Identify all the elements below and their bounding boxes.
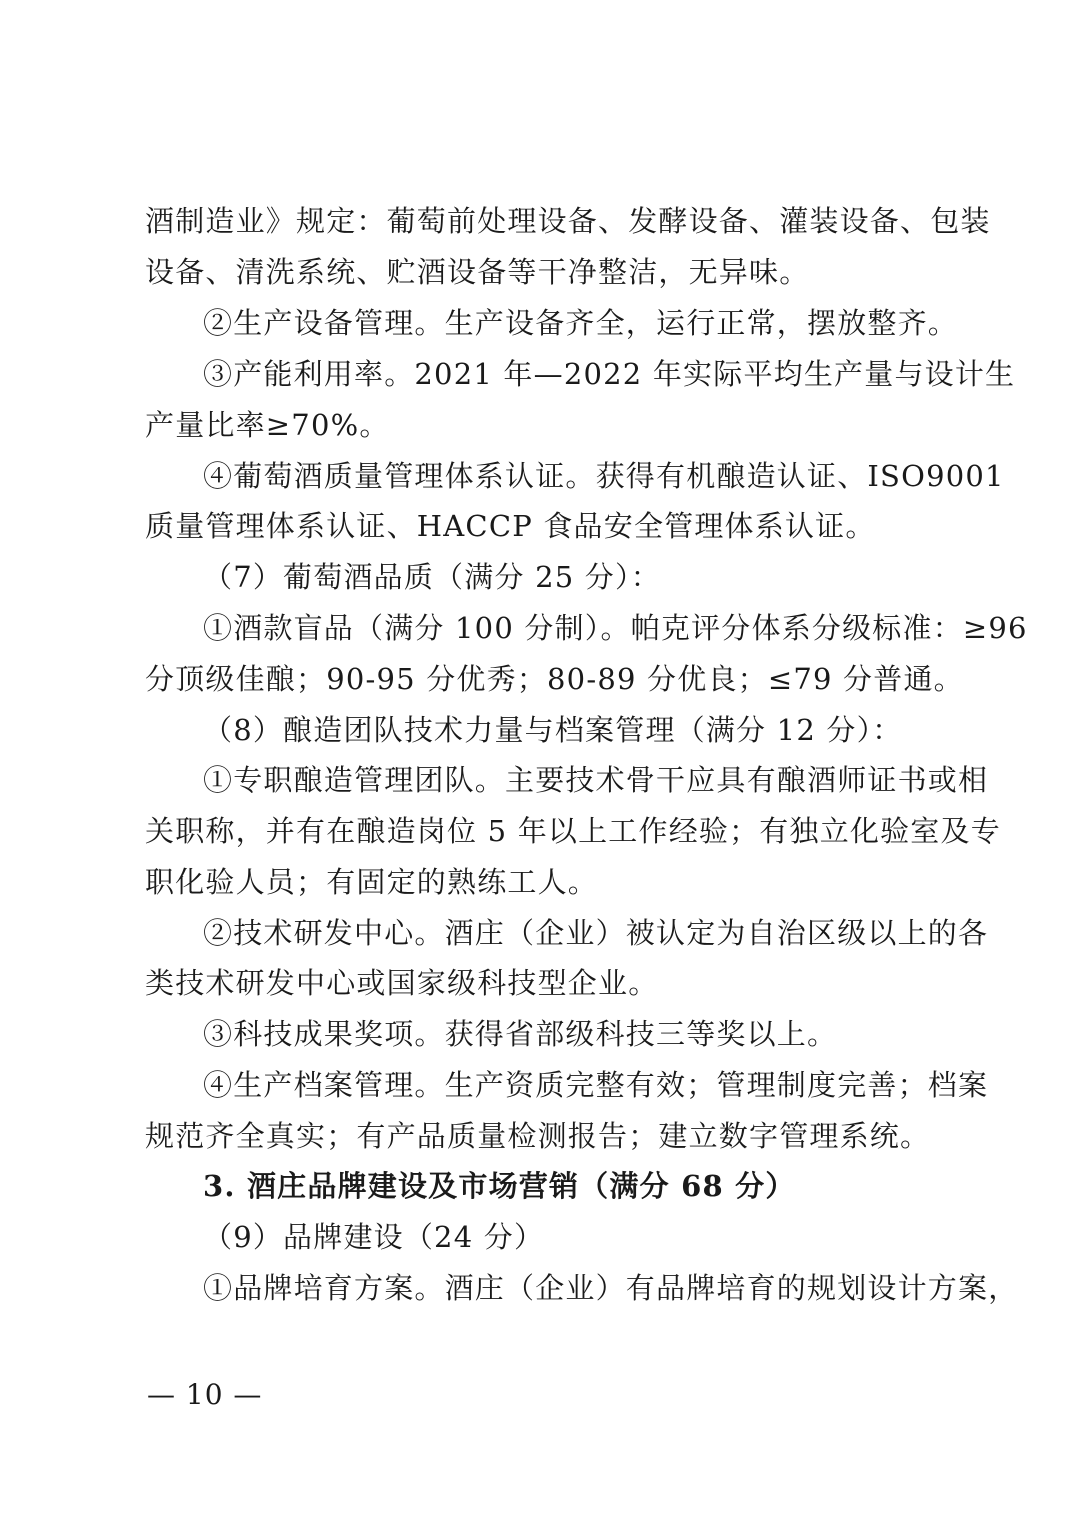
text-line: ④生产档案管理。生产资质完整有效；管理制度完善；档案 — [203, 1068, 989, 1102]
text-line: 职化验人员；有固定的熟练工人。 — [145, 865, 599, 899]
text-line: ②生产设备管理。生产设备齐全，运行正常，摆放整齐。 — [203, 306, 959, 340]
text-line: 规范齐全真实；有产品质量检测报告；建立数字管理系统。 — [145, 1119, 931, 1153]
text-line: 酒制造业》规定：葡萄前处理设备、发酵设备、灌装设备、包装 — [145, 204, 991, 238]
section-heading: （9）品牌建设（24 分） — [203, 1220, 545, 1254]
text-line: ③科技成果奖项。获得省部级科技三等奖以上。 — [203, 1017, 838, 1051]
text-line: ④葡萄酒质量管理体系认证。获得有机酿造认证、ISO9001 — [203, 459, 1005, 493]
text-line: 关职称，并有在酿造岗位 5 年以上工作经验；有独立化验室及专 — [145, 814, 1001, 848]
text-line: 产量比率≥70%。 — [145, 408, 390, 442]
section-heading: （7）葡萄酒品质（满分 25 分）： — [203, 560, 661, 594]
text-line: ①品牌培育方案。酒庄（企业）有品牌培育的规划设计方案， — [203, 1271, 1019, 1305]
text-line: 类技术研发中心或国家级科技型企业。 — [145, 966, 659, 1000]
text-line: ①专职酿造管理团队。主要技术骨干应具有酿酒师证书或相 — [203, 763, 989, 797]
page-number: — 10 — — [147, 1378, 263, 1411]
section-title: 3. 酒庄品牌建设及市场营销（满分 68 分） — [203, 1169, 796, 1203]
text-line: 分顶级佳酿；90-95 分优秀；80-89 分优良；≤79 分普通。 — [145, 662, 964, 696]
text-line: 设备、清洗系统、贮酒设备等干净整洁，无异味。 — [145, 255, 810, 289]
text-line: ②技术研发中心。酒庄（企业）被认定为自治区级以上的各 — [203, 916, 989, 950]
text-line: ③产能利用率。2021 年—2022 年实际平均生产量与设计生 — [203, 357, 1016, 391]
text-line: 质量管理体系认证、HACCP 食品安全管理体系认证。 — [145, 509, 876, 543]
text-line: ①酒款盲品（满分 100 分制）。帕克评分体系分级标准：≥96 — [203, 611, 1028, 645]
section-heading: （8）酿造团队技术力量与档案管理（满分 12 分）： — [203, 713, 903, 747]
